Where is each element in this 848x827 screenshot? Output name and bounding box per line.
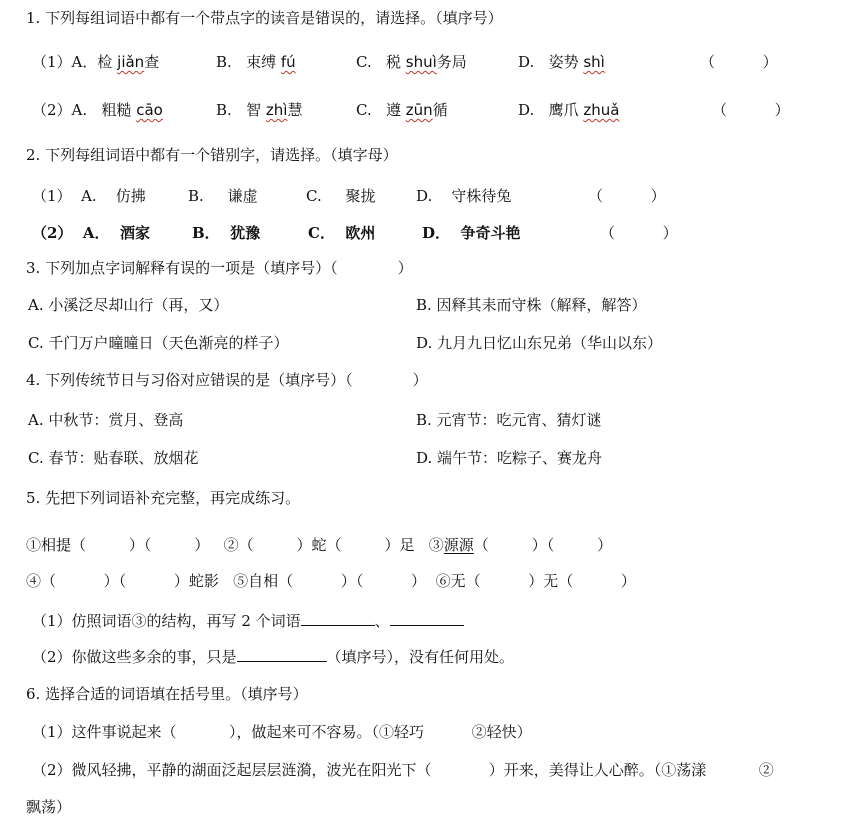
- q6-sub1[interactable]: （1）这件事说起来（ ），做起来可不容易。（①轻巧 ②轻快）: [32, 723, 532, 741]
- q1-r2-option-c: C. 遵 zūn循: [356, 101, 448, 119]
- underlined-word: 源源: [443, 536, 474, 554]
- q2-title: 2. 下列每组词语中都有一个错别字，请选择。（填字母）: [26, 146, 398, 164]
- q4-option-b: B. 元宵节：吃元宵、猜灯谜: [416, 411, 602, 429]
- q5-sub1: （1）仿照词语③的结构，再写 2 个词语 、: [32, 611, 464, 631]
- q2-r2-answer-bracket[interactable]: （ ）: [600, 224, 678, 242]
- q1-r1-option-c: C. 税 shuì务局: [356, 53, 467, 71]
- q4-option-d: D. 端午节：吃粽子、赛龙舟: [416, 449, 603, 467]
- q2-r2-option-c: C． 欧州: [308, 224, 376, 242]
- q4-option-c: C. 春节：贴春联、放烟花: [28, 449, 199, 467]
- q2-r2-option-a: （2） A． 酒家: [32, 224, 150, 242]
- q2-r1-option-b: B. 谦虚: [188, 187, 258, 205]
- q1-r1-option-a: （1）A．检 jiǎn查: [32, 53, 160, 71]
- q5-title: 5. 先把下列词语补充完整，再完成练习。: [26, 489, 301, 507]
- pinyin: zhì: [265, 101, 288, 119]
- q4-title: 4. 下列传统节日与习俗对应错误的是（填序号）（ ）: [26, 371, 428, 389]
- q1-r1-option-b: B. 束缚 fú: [216, 53, 296, 71]
- pinyin: cāo: [136, 101, 163, 119]
- q4-option-a: A. 中秋节：赏月、登高: [28, 411, 184, 429]
- pinyin: fú: [280, 53, 296, 71]
- q3-title: 3. 下列加点字词解释有误的一项是（填序号）（ ）: [26, 259, 413, 277]
- answer-blank[interactable]: [390, 611, 464, 626]
- answer-blank[interactable]: [301, 611, 375, 626]
- pinyin: zhuǎ: [583, 101, 620, 119]
- pinyin: zūn: [405, 101, 433, 119]
- pinyin: shuì: [405, 53, 437, 71]
- q2-r2-option-d: D． 争奇斗艳: [422, 224, 521, 242]
- q2-r1-option-d: D. 守株待兔: [416, 187, 512, 205]
- q1-r1-option-d: D. 姿势 shì: [518, 53, 605, 71]
- q3-option-a: A. 小溪泛尽却山行（再，又）: [28, 296, 229, 314]
- q1-r2-option-b: B. 智 zhì慧: [216, 101, 303, 119]
- pinyin: shì: [583, 53, 605, 71]
- q2-r1-answer-bracket[interactable]: （ ）: [588, 187, 666, 205]
- q6-title: 6. 选择合适的词语填在括号里。（填序号）: [26, 685, 308, 703]
- q2-r1-option-c: C. 聚拢: [306, 187, 376, 205]
- q3-option-d: D. 九月九日忆山东兄弟（华山以东）: [416, 334, 663, 352]
- answer-blank[interactable]: [237, 647, 327, 662]
- q1-r2-option-d: D. 鹰爪 zhuǎ: [518, 101, 620, 119]
- q1-title: 1. 下列每组词语中都有一个带点字的读音是错误的，请选择。（填序号）: [26, 9, 503, 27]
- q3-option-b: B. 因释其耒而守株（解释，解答）: [416, 296, 647, 314]
- q5-idiom-row-2[interactable]: ④（ ）（ ）蛇影 ⑤自相（ ）（ ） ⑥无（ ）无（ ）: [26, 572, 636, 590]
- q2-r1-option-a: （1） A. 仿拂: [32, 187, 146, 205]
- q1-r1-answer-bracket[interactable]: （ ）: [700, 53, 778, 71]
- pinyin: jiǎn: [117, 53, 145, 71]
- q3-option-c: C. 千门万户曈曈日（天色渐亮的样子）: [28, 334, 289, 352]
- q1-r2-option-a: （2）A. 粗糙 cāo: [32, 101, 163, 119]
- q6-sub2[interactable]: （2）微风轻拂，平静的湖面泛起层层涟漪，波光在阳光下（ ）开来，美得让人心醉。（①荡漾 ②: [32, 761, 774, 779]
- q6-sub2-continued: 飘荡）: [26, 798, 72, 816]
- q5-idiom-row-1[interactable]: ①相提（ ）（ ） ②（ ）蛇（ ）足 ③源源（ ）（ ）: [26, 536, 613, 554]
- q2-r2-option-b: B． 犹豫: [192, 224, 261, 242]
- q1-r2-answer-bracket[interactable]: （ ）: [712, 101, 790, 119]
- q5-sub2: （2）你做这些多余的事，只是 （填序号），没有任何用处。: [32, 648, 515, 666]
